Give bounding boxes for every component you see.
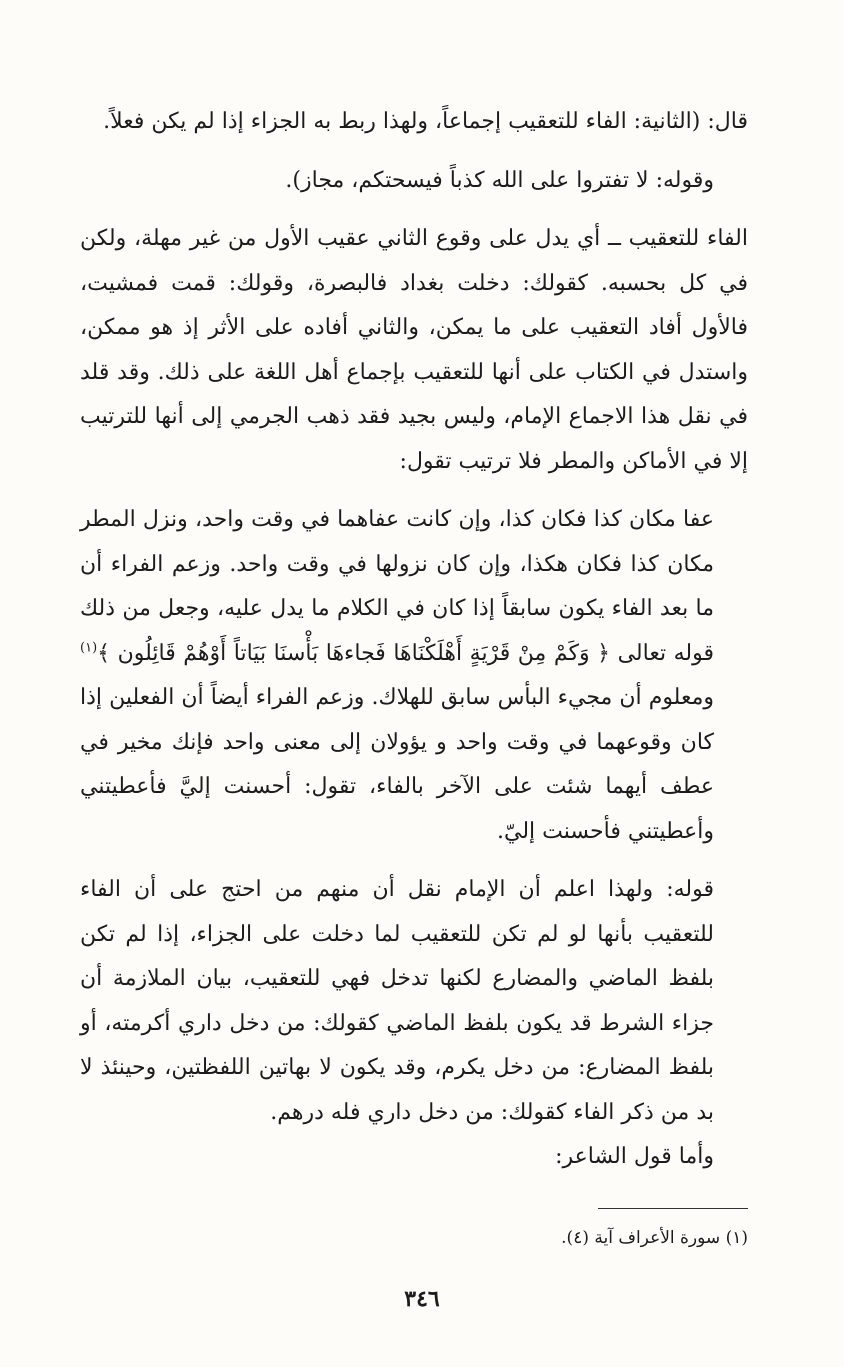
page-number: ٣٤٦ [404,1286,440,1312]
paragraph-4 [80,498,748,854]
paragraph-4-text: عفا مكان كذا فكان كذا، وإن كانت عفاهما في وقت واحد، ونزل المطر مكان كذا فكان هكذا، وإن كان نزولها في وقت واحد. وزعم الفراء أن ما بعد الفاء يكون سابقاً إذا كان في الكلام ما يدل عليه، وجعل من ذلك قوله تعالى [80,507,714,666]
quran-verse: ﴿ وَكَمْ مِنْ قَرْيَةٍ أَهْلَكْنَاهَا فَجاءهَا بَأْسنَا بَيَاتاً أَوْهُمْ قَائِلُون ﴾ [97,640,611,666]
footnote-ref: (١) [80,640,98,656]
footnote-divider [598,1208,748,1209]
paragraph-6: وأما قول الشاعر: [555,1144,714,1169]
main-text [80,100,748,1180]
paragraph-5: قوله: ولهذا اعلم أن الإمام نقل أن منهم من احتج على أن الفاء للتعقيب بأنها لو لم تكن للتعقيب لما دخلت على الجزاء، إذا لم تكن بلفظ الماضي والمضارع لكنها تدخل فهي للتعقيب، بيان الملازمة أن جزاء الشرط قد يكون بلفظ الماضي كقولك: من دخل داري أكرمته، أو بلفظ المضارع: من دخل يكرم، وقد يكون لا بهاتين اللفظتين، وحينئذ لا بد من ذكر الفاء كقولك: من دخل داري فله درهم. [80,877,714,1125]
footnote: (١) سورة الأعراف آية (٤). [561,1228,748,1248]
paragraph-2: وقوله: لا تفتروا على الله كذباً فيسحتكم، مجاز). [285,167,714,193]
paragraph-1: قال: (الثانية: الفاء للتعقيب إجماعاً، ولهذا ربط به الجزاء إذا لم يكن فعلاً. [103,109,748,134]
paragraph-4-continuation: ومعلوم أن مجيء البأس سابق للهلاك. وزعم الفراء أيضاً أن الفعلين إذا كان وقوعهما في وقت واحد و يؤولان إلى معنى واحد فإنك مخير في عطف أيهما شئت على الآخر بالفاء، تقول: أحسنت إليَّ فأعطيتني وأعطيتني فأحسنت إليّ. [80,685,714,844]
paragraph-3: الفاء للتعقيب ــ أي يدل على وقوع الثاني عقيب الأول من غير مهلة، ولكن في كل بحسبه. كقولك: دخلت بغداد فالبصرة، وقولك: قمت فمشيت، فالأول أفاد التعقيب على ما يمكن، والثاني أفاده على الأثر إذ هو ممكن، واستدل في الكتاب على أنها للتعقيب بإجماع أهل اللغة على ذلك. وقد قلد في نقل هذا الاجماع الإمام، وليس بجيد فقد ذهب الجرمي إلى أنها للترتيب إلا في الأماكن والمطر فلا ترتيب تقول: [80,226,748,474]
